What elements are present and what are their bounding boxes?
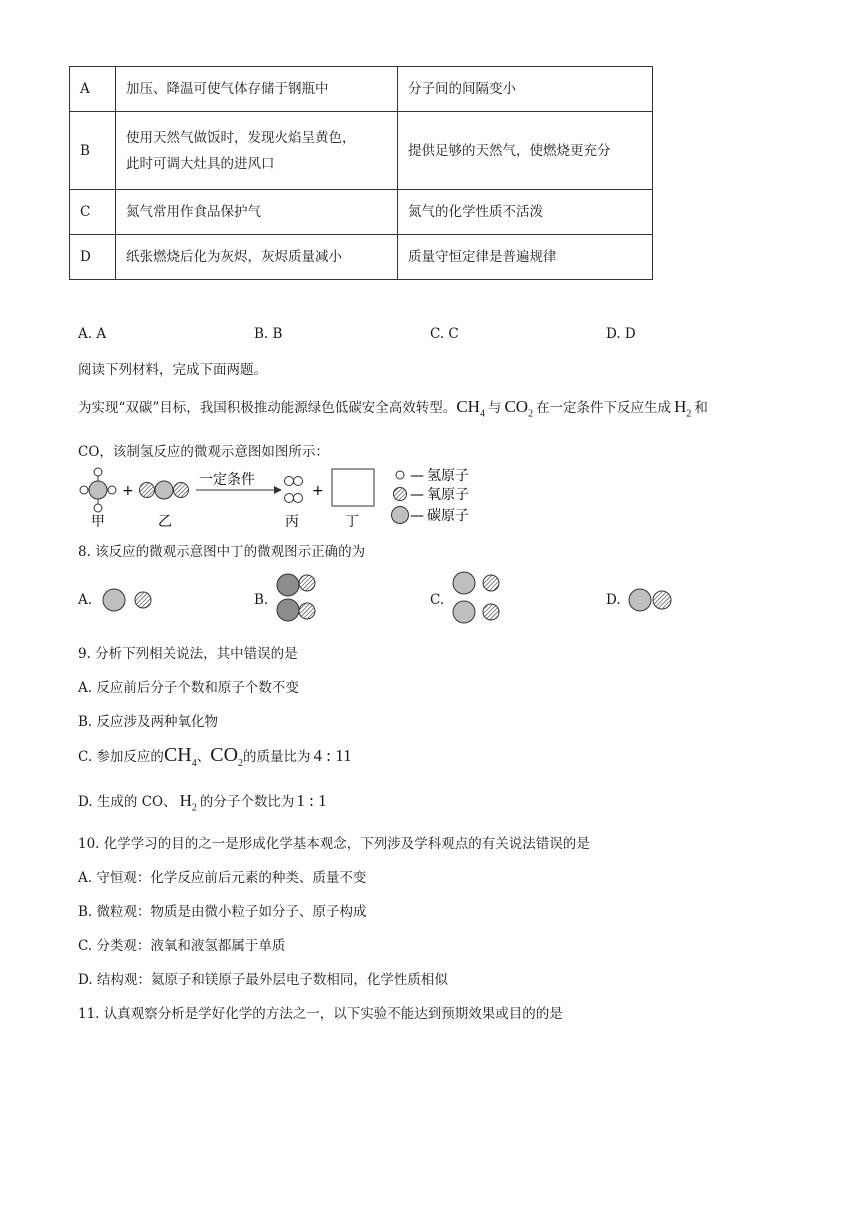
reaction-condition: 一定条件 (199, 472, 255, 488)
formula-ch4-base: CH (163, 744, 192, 766)
legend (392, 468, 470, 524)
legend-dash: — (410, 487, 424, 503)
q8-option-c-figure (450, 570, 506, 626)
q9-option-b: B. 反应涉及两种氧化物 (78, 714, 219, 730)
q9-option-c (78, 744, 352, 769)
q8-option-a-figure (100, 585, 160, 615)
q11-stem: 11. 认真观察分析是学好化学的方法之一，以下实验不能达到预期效果或目的的是 (78, 1006, 563, 1022)
q9-option-c-pre: C. 参加反应的 (78, 749, 164, 765)
q8-option-b-label: B. (254, 592, 269, 608)
q8-option-b-figure (274, 571, 324, 625)
legend-oxygen: 氧原子 (427, 487, 469, 503)
reaction-diagram (78, 464, 488, 530)
legend-hydrogen: 氢原子 (427, 468, 469, 484)
q9-option-c-mid: 的质量比为 (243, 749, 311, 765)
hydrogen-molecules (285, 477, 303, 503)
formula-co2-base: CO (504, 397, 529, 416)
q9-option-c-sep: 、 (196, 749, 211, 765)
row-phenomenon: 纸张燃烧后化为灰烬，灰烬质量减小 (116, 235, 398, 280)
row-label: A (70, 67, 116, 112)
formula-ch4-base: CH (456, 397, 480, 416)
table-row (70, 67, 653, 112)
formula-h2-sub: 2 (191, 802, 197, 814)
q9-option-d-ratio: 1 : 1 (296, 791, 327, 810)
q8-option-c-label: C. (430, 592, 445, 608)
row-phenomenon: 加压、降温可使气体存储于钢瓶中 (116, 67, 398, 112)
q9-option-d (78, 790, 327, 813)
methane-molecule (80, 468, 116, 512)
unknown-product-box (332, 469, 374, 506)
reading-text-a: 为实现“双碳”目标，我国积极推动能源绿色低碳安全高效转型。 (78, 400, 457, 416)
q7-option-b: B. B (254, 326, 283, 342)
row-phenomenon: 氮气常用作食品保护气 (116, 190, 398, 235)
q9-stem: 9. 分析下列相关说法，其中错误的是 (78, 646, 298, 662)
plus-sign-2: + (312, 483, 324, 499)
reading-paragraph-line1 (78, 396, 708, 419)
carbon-dioxide-molecule (140, 481, 189, 499)
q9-option-d-mid: 的分子个数比为 (199, 794, 295, 810)
q8-option-d-figure (626, 585, 678, 615)
row-label: B (70, 112, 116, 190)
formula-ch4 (163, 744, 197, 769)
q9-option-d-pre: D. 生成的 CO、 (78, 794, 177, 810)
q8-option-d-label: D. (606, 592, 621, 608)
formula-ch4-sub: 4 (191, 758, 197, 769)
q7-option-c: C. C (430, 326, 459, 342)
legend-hydrogen-swatch (396, 471, 404, 479)
q9-option-c-ratio: 4 : 11 (313, 746, 352, 765)
reading-text-b: 在一定条件下反应生成 (536, 400, 672, 416)
q10-option-c: C. 分类观：液氧和液氢都属于单质 (78, 938, 286, 954)
q9-option-a: A. 反应前后分子个数和原子个数不变 (78, 680, 299, 696)
table-row (70, 112, 653, 190)
q10-option-b: B. 微粒观：物质是由微小粒子如分子、原子构成 (78, 904, 367, 920)
formula-co2-sub: 2 (528, 408, 534, 420)
formula-ch4-sub: 4 (479, 408, 485, 420)
formula-co2-sub: 2 (238, 758, 244, 769)
formula-ch4 (456, 397, 485, 420)
reading-text-he: 和 (694, 400, 708, 416)
q7-option-d: D. D (606, 326, 636, 342)
table-row (70, 190, 653, 235)
formula-h2-sub: 2 (686, 408, 692, 420)
label-yi: 乙 (158, 514, 172, 530)
formula-h2 (179, 791, 197, 814)
reading-text-yu: 与 (487, 400, 502, 416)
formula-co2 (504, 397, 534, 420)
q10-option-d: D. 结构观：氦原子和镁原子最外层电子数相同，化学性质相似 (78, 972, 448, 988)
legend-carbon-swatch (392, 507, 409, 524)
plus-sign-1: + (122, 483, 134, 499)
row-explanation: 提供足够的天然气，使燃烧更充分 (398, 112, 653, 190)
label-jia: 甲 (91, 514, 105, 530)
row-phenomenon-line1: 使用天然气做饭时，发现火焰呈黄色， (126, 129, 356, 146)
formula-h2-base: H (674, 397, 687, 416)
q10-stem: 10. 化学学习的目的之一是形成化学基本观念，下列涉及学科观点的有关说法错误的是 (78, 836, 590, 852)
row-explanation: 分子间的间隔变小 (398, 67, 653, 112)
arrow-head (274, 486, 282, 494)
table-row (70, 235, 653, 280)
q7-option-a: A. A (78, 326, 107, 342)
legend-carbon: 碳原子 (427, 508, 469, 524)
legend-dash: — (410, 508, 424, 524)
reading-paragraph-line2: CO，该制氢反应的微观示意图如图所示： (78, 444, 329, 460)
row-phenomenon (116, 112, 398, 190)
q8-option-a-label: A. (78, 592, 93, 608)
formula-h2-base: H (179, 791, 192, 810)
row-explanation: 质量守恒定律是普遍规律 (398, 235, 653, 280)
q8-stem: 8. 该反应的微观示意图中丁的微观图示正确的为 (78, 544, 366, 560)
label-bing: 丙 (285, 514, 299, 530)
legend-oxygen-swatch (394, 488, 407, 501)
q7-table (69, 66, 653, 280)
formula-co2-base: CO (210, 744, 239, 766)
reading-intro: 阅读下列材料，完成下面两题。 (78, 362, 267, 378)
row-phenomenon-line2: 此时可调大灶具的进风口 (126, 155, 275, 172)
row-explanation: 氮气的化学性质不活泼 (398, 190, 653, 235)
formula-co2 (210, 744, 244, 769)
legend-dash: — (410, 468, 424, 484)
formula-h2 (674, 397, 692, 420)
q10-option-a: A. 守恒观：化学反应前后元素的种类、质量不变 (78, 870, 367, 886)
row-label: C (70, 190, 116, 235)
label-ding: 丁 (345, 514, 359, 530)
row-label: D (70, 235, 116, 280)
